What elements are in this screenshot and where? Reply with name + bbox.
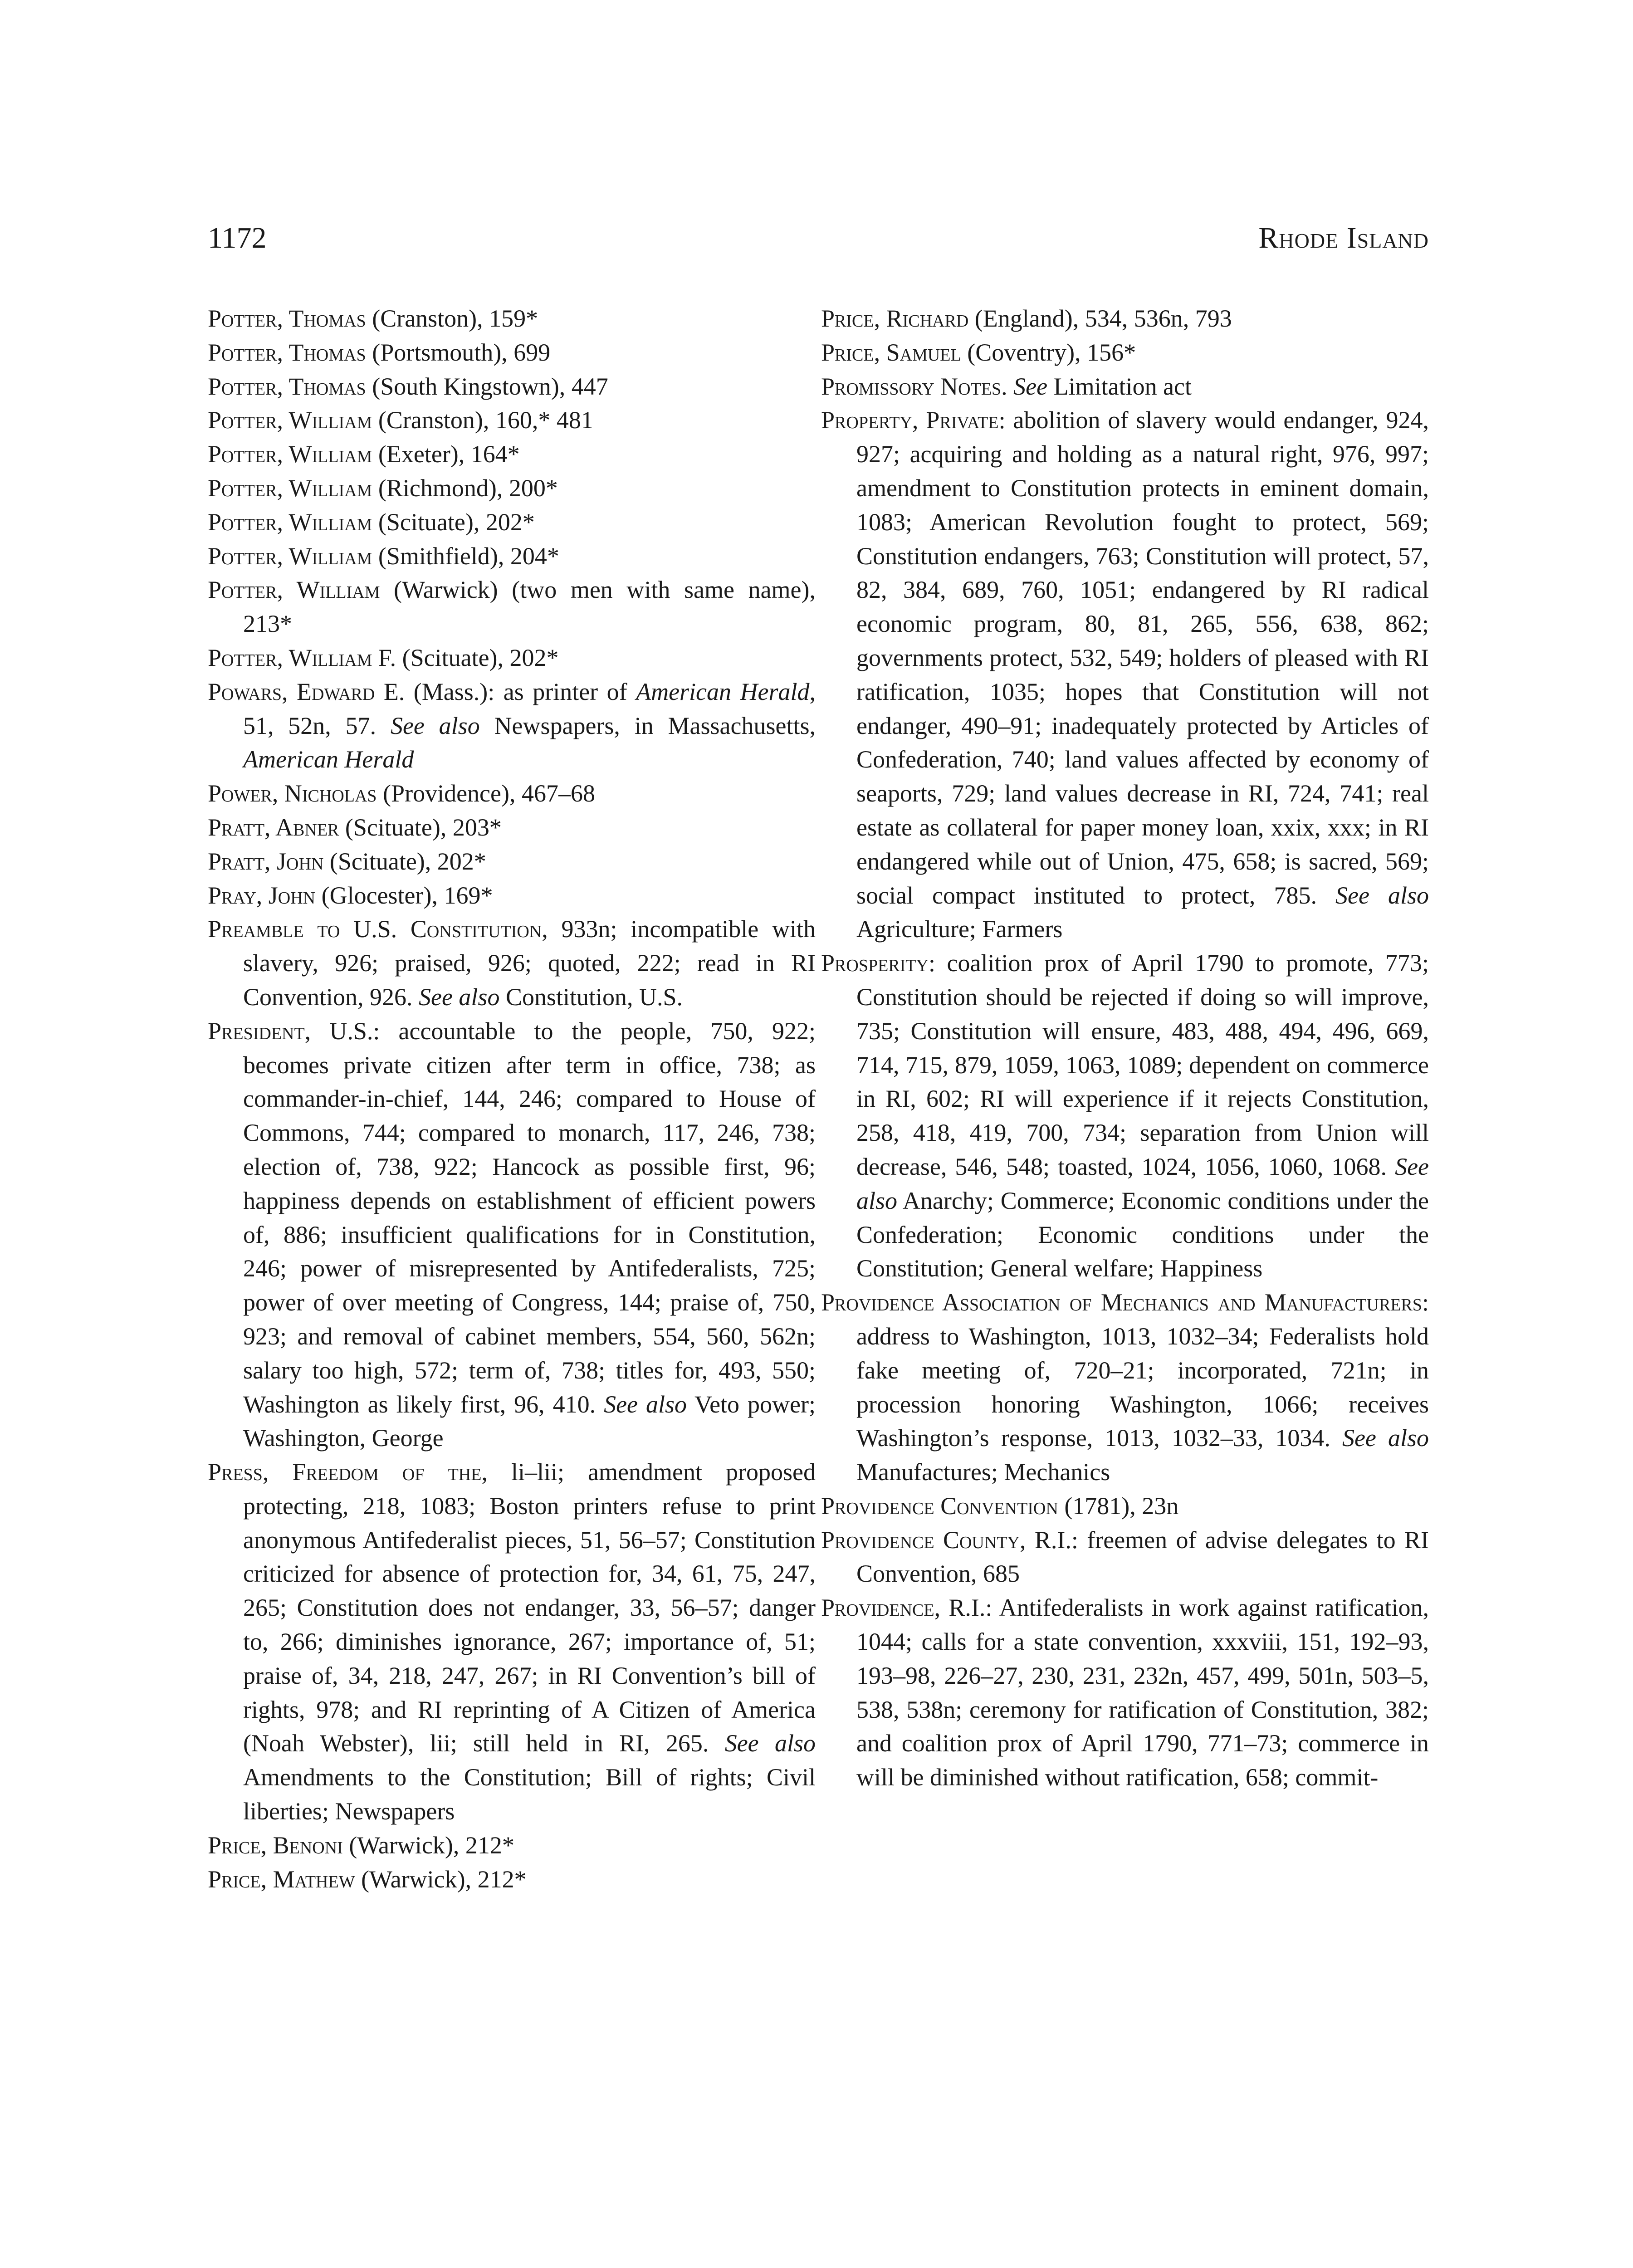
entry-heading: Property, Private [821, 406, 999, 434]
entry-heading: Price, Benoni [208, 1831, 343, 1859]
entry-heading: Price, Samuel [821, 338, 961, 366]
running-head [208, 218, 1429, 259]
see-also-label: See also [1335, 881, 1429, 909]
entry-text: (Exeter), 164* [372, 440, 520, 468]
index-entry [208, 336, 816, 370]
entry-text: Anarchy; Commerce; Economic conditions under the Confederation; Economic conditions under the Constitution; General welfare; Happiness [856, 1187, 1429, 1282]
entry-heading: Pratt, John [208, 847, 324, 875]
entry-text: Manufactures; Mechanics [856, 1458, 1110, 1486]
index-entry [208, 1014, 816, 1455]
index-entry [821, 302, 1429, 336]
entry-text: (Providence), 467–68 [376, 780, 595, 807]
index-entry [208, 573, 816, 641]
index-entry [208, 403, 816, 437]
entry-text: (Cranston), 159* [366, 305, 538, 332]
entry-text: (Smithfield), 204* [372, 542, 559, 570]
running-title: Rhode Island [1258, 221, 1429, 254]
entry-text: : address to Washington, 1013, 1032–34; Federalists hold fake meeting of, 720–21; incorporated, 721n; in procession honoring Washington, 1066; receives Washington’s response, 1013, 1032–33, 1034. [856, 1289, 1429, 1452]
entry-text: (Portsmouth), 699 [366, 338, 551, 366]
entry-heading: Providence Convention [821, 1492, 1058, 1520]
entry-heading: Pray, John [208, 881, 316, 909]
entry-text: (Warwick), 212* [342, 1831, 514, 1859]
entry-heading: Powars, Edward [208, 678, 375, 705]
entry-text: : freemen of advise delegates to RI Convention, 685 [856, 1526, 1429, 1588]
entry-text: (Scituate), 202* [372, 508, 535, 536]
entry-heading: Potter, William [208, 474, 372, 502]
entry-heading: Providence County, R.I. [821, 1526, 1071, 1554]
entry-text: (Scituate), 203* [339, 813, 502, 841]
entry-heading: Potter, William [208, 542, 372, 570]
entry-text: : coalition prox of April 1790 to promote, 773; Constitution should be rejected if doing so will improve, 735; Constitution will ensure, 483, 488, 494, 496, 669, 714, 715, 879, 1059, 1063, 1089; dependent on commerce in RI, 602; RI will experience if it rejects Constitution, 258, 418, 419, 700, 734; separation from Union will decrease, 546, 548; toasted, 1024, 1056, 1060, 1068. [856, 949, 1429, 1180]
entry-heading: Providence, R.I. [821, 1594, 986, 1622]
entry-text: Newspapers, in Massachusetts, [479, 712, 816, 739]
index-entry [821, 1489, 1429, 1523]
entry-text: (South Kingstown), 447 [366, 372, 608, 400]
entry-heading: Press, Freedom of the [208, 1458, 482, 1486]
entry-heading: Potter, Thomas [208, 338, 366, 366]
entry-text: (Richmond), 200* [372, 474, 558, 502]
see-also-label: See also [604, 1390, 687, 1418]
see-also-label: See also [724, 1730, 816, 1757]
entry-text: : accountable to the people, 750, 922; becomes private citizen after term in office, 738; as commander-in-chief, 144, 246; compared to House of Commons, 744; compared to monarch, 117, 246, 738; election of, 738, 922; Hancock as possible first, 96; happiness depends on establishment of efficient powers of, 886; insufficient qualifications for in Constitution, 246; power of misrepresented by Antifederalists, 725; power of over meeting of Congress, 144; praise of, 750, 923; and removal of cabinet members, 554, 560, 562n; salary too high, 572; term of, 738; titles for, 493, 550; Washington as likely first, 96, 410. [243, 1017, 816, 1418]
entry-text: Amendments to the Constitution; Bill of rights; Civil liberties; Newspapers [243, 1764, 816, 1825]
entry-heading: Potter, William [208, 406, 372, 434]
entry-text: . [1001, 372, 1014, 400]
index-entry [821, 403, 1429, 946]
see-label: See [1013, 372, 1048, 400]
entry-text: : Antifederalists in work against ratification, 1044; calls for a state convention, xxxviii, 151, 192–93, 193–98, 226–27, 230, 231, 232n, 457, 499, 501n, 503–5, 538, 538n; ceremony for ratification of Constitution, 382; and coalition prox of April 1790, 771–73; commerce in will be diminished without ratification, 658; commit- [856, 1594, 1429, 1791]
entry-heading: Potter, William [208, 440, 372, 468]
entry-text: , 51, 52n, 57. [243, 678, 816, 739]
entry-heading: Pratt, Abner [208, 813, 339, 841]
index-entry [821, 1523, 1429, 1591]
entry-heading: Potter, William [208, 644, 372, 671]
left-column [208, 302, 816, 1896]
entry-text: , li–lii; amendment proposed protecting, 218, 1083; Boston printers refuse to print anonymous Antifederalist pieces, 51, 56–57; Constitution criticized for absence of protection for, 34, 61, 75, 247, 265; Constitution does not endanger, 33, 56–57; danger to, 266; diminishes ignorance, 267; importance of, 51; praise of, 34, 218, 247, 267; in RI Convention’s bill of rights, 978; and RI reprinting of A Citizen of America (Noah Webster), lii; still held in RI, 265. [243, 1458, 816, 1757]
entry-heading: Prosperity [821, 949, 929, 977]
see-also-label: See also [419, 983, 500, 1011]
entry-heading: Preamble to U.S. Constitution [208, 915, 542, 943]
index-entry [208, 777, 816, 811]
entry-heading: Potter, William [208, 508, 372, 536]
entry-heading: Price, Mathew [208, 1865, 355, 1893]
entry-heading: Potter, Thomas [208, 305, 366, 332]
index-entry [208, 912, 816, 1014]
index-entry [208, 675, 816, 777]
index-entry [208, 302, 816, 336]
entry-text: E. (Mass.): as printer of [375, 678, 636, 705]
index-entry [821, 370, 1429, 404]
right-column [821, 302, 1429, 1794]
index-entry [208, 845, 816, 879]
entry-heading: President, U.S. [208, 1017, 373, 1045]
entry-heading: Power, Nicholas [208, 780, 377, 807]
index-entry [208, 811, 816, 845]
index-entry [208, 641, 816, 675]
see-also-label: See also [1342, 1424, 1429, 1452]
see-also-label: See also [390, 712, 480, 739]
index-entry [208, 1862, 816, 1897]
entry-heading: Potter, William [208, 576, 380, 604]
index-entry [208, 370, 816, 404]
index-entry [821, 946, 1429, 1286]
entry-heading: Price, Richard [821, 305, 969, 332]
entry-heading: Providence Association of Mechanics and Manufacturers [821, 1289, 1422, 1316]
entry-heading: Promissory Notes [821, 372, 1002, 400]
entry-text: Veto power; Washington, George [243, 1390, 816, 1452]
page-number: 1172 [208, 221, 267, 254]
index-entry [821, 336, 1429, 370]
index-entry [208, 437, 816, 471]
entry-text: Agriculture; Farmers [856, 915, 1063, 943]
index-entry [208, 1455, 816, 1828]
entry-text: (Warwick), 212* [355, 1865, 527, 1893]
entry-text: (Scituate), 202* [323, 847, 486, 875]
index-entry [208, 471, 816, 505]
entry-text: F. (Scituate), 202* [372, 644, 559, 671]
entry-text: (Warwick) (two men with same name), 213* [243, 576, 816, 638]
index-entry [208, 879, 816, 913]
index-entry [208, 505, 816, 539]
entry-text: : abolition of slavery would endanger, 924, 927; acquiring and holding as a natural right, 976, 997; amendment to Constitution protects in eminent domain, 1083; American Revolution fought to protect, 569; Constitution endangers, 763; Constitution will protect, 57, 82, 384, 689, 760, 1051; endangered by RI radical economic program, 80, 81, 265, 556, 638, 862; governments protect, 532, 549; holders of pleased with RI ratification, 1035; hopes that Constitution will not endanger, 490–91; inadequately protected by Articles of Confederation, 740; land values affected by economy of seaports, 729; land values decrease in RI, 724, 741; real estate as collateral for paper money loan, xxix, xxx; in RI endangered while out of Union, 475, 658; is sacred, 569; social compact instituted to protect, 785. [856, 406, 1429, 909]
entry-text: , 933n; incompatible with slavery, 926; praised, 926; quoted, 222; read in RI Convention, 926. [243, 915, 816, 1011]
entry-text: (Coventry), 156* [961, 338, 1136, 366]
entry-text: (England), 534, 536n, 793 [968, 305, 1232, 332]
entry-text: (Cranston), 160,* 481 [372, 406, 593, 434]
index-entry [208, 539, 816, 573]
index-entry [821, 1286, 1429, 1489]
entry-text: Constitution, U.S. [499, 983, 683, 1011]
index-entry [821, 1591, 1429, 1794]
see-also-label: See also [856, 1153, 1429, 1214]
entry-text: (1781), 23n [1058, 1492, 1179, 1520]
entry-text: Limitation act [1047, 372, 1192, 400]
entry-heading: Potter, Thomas [208, 372, 366, 400]
index-entry [208, 1828, 816, 1862]
entry-italic-text: American Herald [243, 746, 414, 773]
entry-text: (Glocester), 169* [315, 881, 493, 909]
entry-italic-text: American Herald [636, 678, 810, 705]
